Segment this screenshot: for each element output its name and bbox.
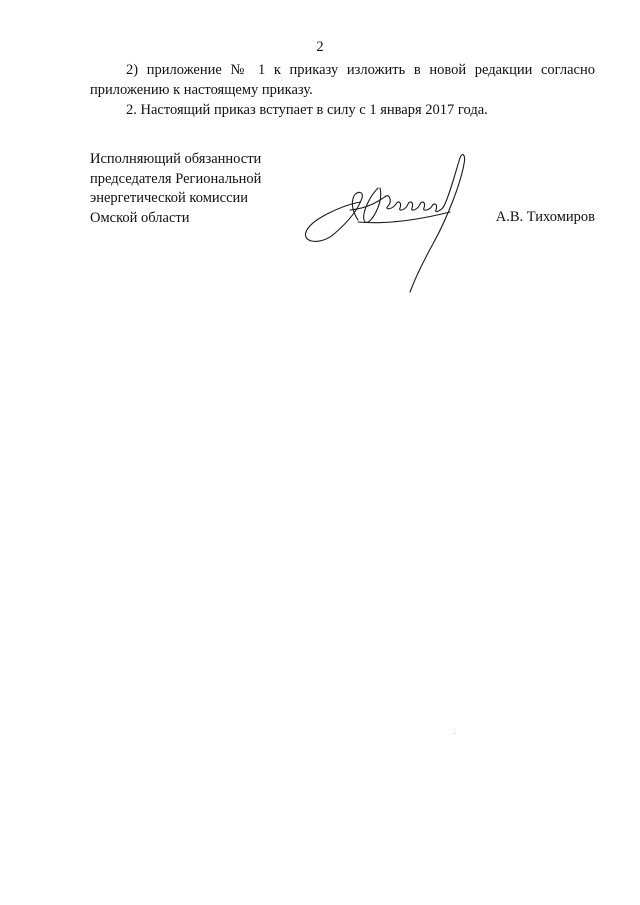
scan-artifact <box>454 733 455 734</box>
signatory-position-line: председателя Региональной <box>90 170 262 187</box>
paragraph-effective-date: 2. Настоящий приказ вступает в силу с 1 января 2017 года. <box>126 102 488 118</box>
signatory-position-line: Исполняющий обязанности <box>90 151 262 167</box>
signature-block <box>90 150 595 300</box>
signatory-position-line: Омской области <box>90 209 190 226</box>
document-body <box>90 60 595 120</box>
signatory-name: А.В. Тихомиров <box>495 209 595 225</box>
page-number: 2 <box>316 39 324 55</box>
signatory-position-line: энергетической комиссии <box>90 190 249 206</box>
signatory-position <box>90 150 320 228</box>
handwritten-signature <box>300 150 480 300</box>
paragraph-appendix-item: 2) приложение № 1 к приказу изложить в новой редакции согласно приложению к настоящему приказу. <box>90 62 595 98</box>
